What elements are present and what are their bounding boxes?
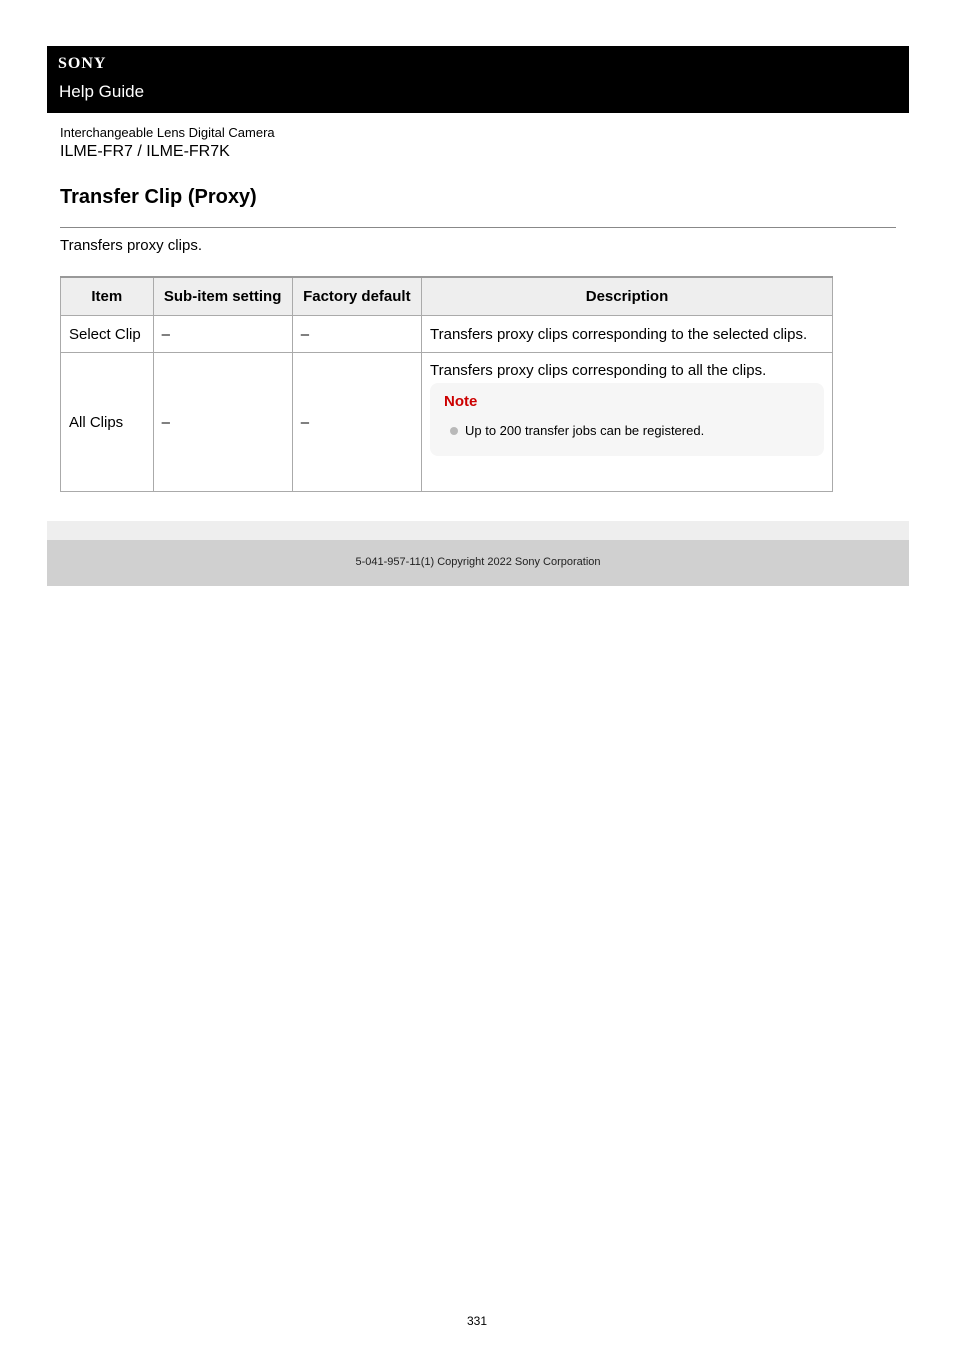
bullet-icon: [450, 427, 458, 435]
site-header: [47, 46, 909, 113]
description-text: Transfers proxy clips corresponding to all the clips.: [430, 362, 767, 379]
product-type: Interchangeable Lens Digital Camera: [60, 125, 275, 140]
help-guide-label[interactable]: Help Guide: [59, 82, 145, 101]
cell-sub-item: –: [153, 353, 292, 492]
footer-top-band: [47, 521, 909, 540]
cell-factory-default: –: [292, 316, 421, 353]
cell-item: Select Clip: [61, 316, 154, 353]
site-footer: [47, 540, 909, 586]
header-description: Description: [422, 277, 833, 316]
table-row: [61, 353, 833, 492]
page-title: Transfer Clip (Proxy): [60, 186, 257, 208]
product-model: ILME-FR7 / ILME-FR7K: [60, 143, 230, 160]
cell-description: [422, 353, 833, 492]
header-factory-default: Factory default: [292, 277, 421, 316]
note-item-text: Up to 200 transfer jobs can be registered.: [465, 423, 705, 438]
header-sub-item: Sub-item setting: [153, 277, 292, 316]
note-title: Note: [444, 393, 478, 410]
cell-sub-item: –: [153, 316, 292, 353]
title-divider: [60, 227, 896, 228]
settings-table: [60, 276, 833, 492]
header-item: Item: [61, 277, 154, 316]
note-item: [450, 423, 704, 438]
table-row: [61, 316, 833, 353]
intro-text: Transfers proxy clips.: [60, 237, 202, 254]
copyright-text: 5-041-957-11(1) Copyright 2022 Sony Corporation: [355, 556, 601, 568]
cell-factory-default: –: [292, 353, 421, 492]
page-number: 331: [466, 1314, 488, 1328]
cell-description: Transfers proxy clips corresponding to the selected clips.: [422, 316, 833, 353]
cell-item: All Clips: [61, 353, 154, 492]
note-box: [430, 383, 824, 456]
sony-logo[interactable]: SONY: [58, 55, 107, 72]
table-header-row: [61, 277, 833, 316]
